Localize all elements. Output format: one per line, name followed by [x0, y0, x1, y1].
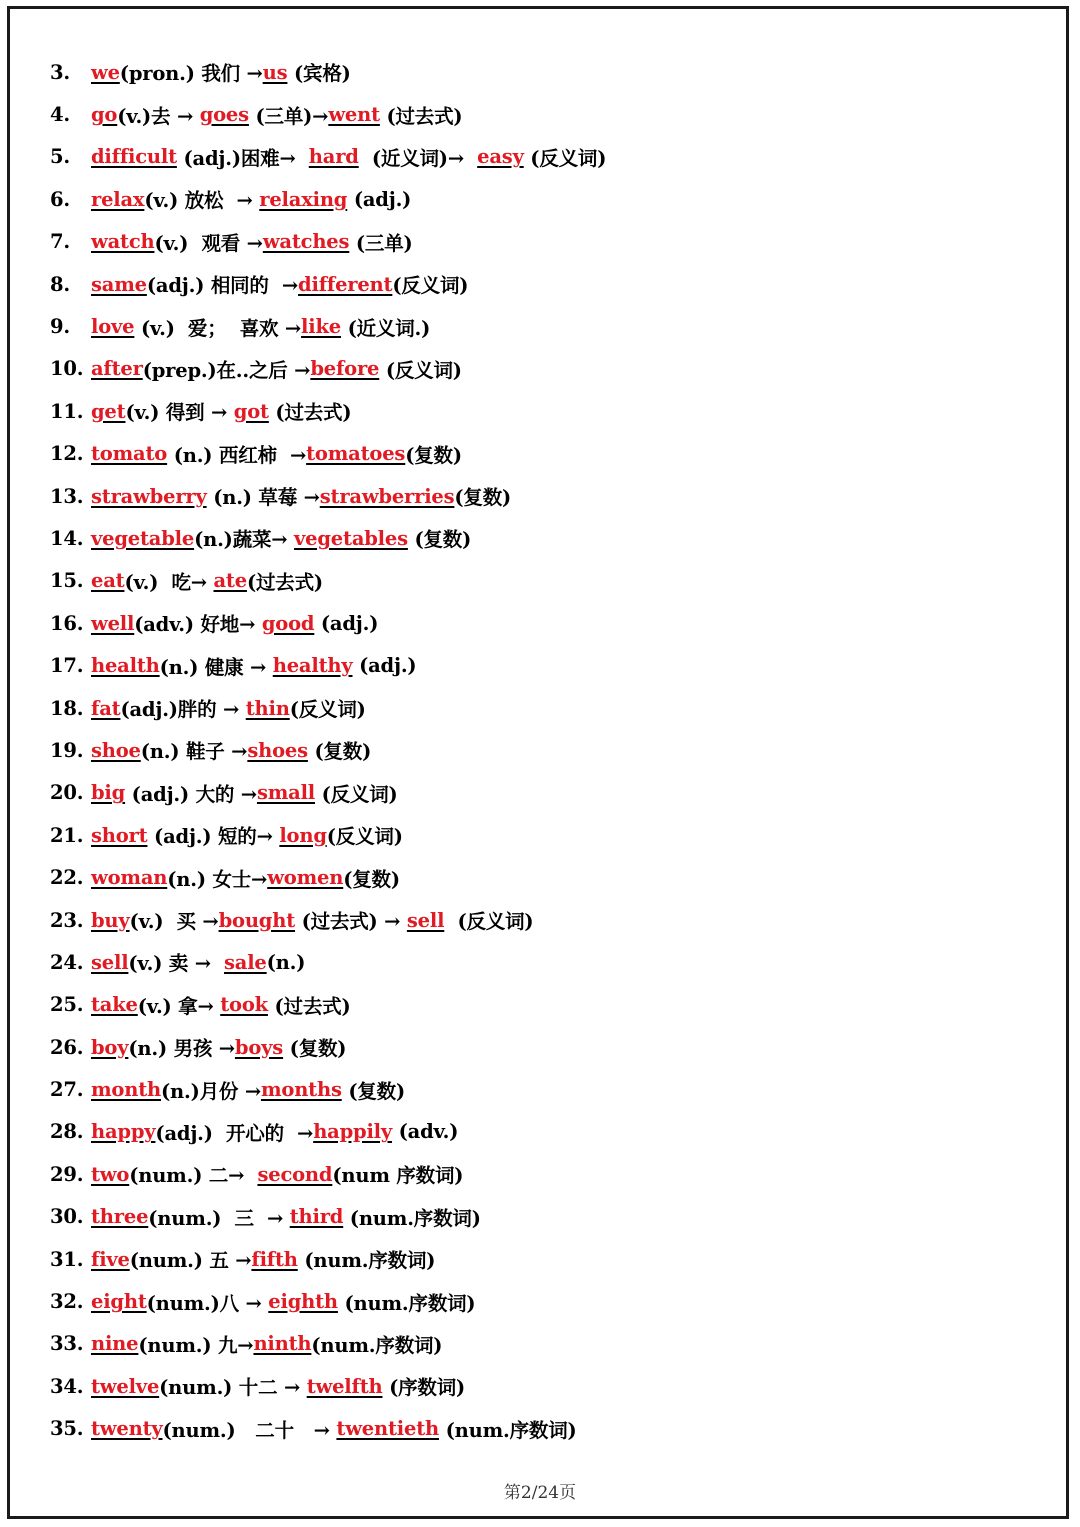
entry-number: 5.: [50, 145, 70, 169]
keyword-word: eat: [91, 569, 125, 593]
word-annotation: (过去式) →: [295, 910, 407, 933]
word-annotation: (n.) 健康 →: [159, 655, 273, 679]
keyword-word: love: [91, 315, 135, 339]
word-annotation: (num.序数词): [337, 1291, 476, 1315]
keyword-word: hard: [308, 145, 359, 169]
word-annotation: (adv.) 好地→: [134, 613, 262, 637]
vocab-entry: [50, 221, 1040, 263]
keyword-word: like: [301, 315, 341, 339]
word-annotation: (adj.) 相同的 →: [146, 274, 299, 298]
keyword-word: three: [91, 1205, 149, 1229]
keyword-word: boy: [91, 1035, 129, 1059]
keyword-word: relaxing: [259, 187, 348, 211]
entry-number: 19.: [50, 738, 84, 762]
word-annotation: (v.) 观看 →: [154, 231, 263, 255]
vocab-entry: [50, 1280, 1040, 1322]
word-annotation: (n.): [266, 950, 306, 974]
entry-number: 4.: [50, 103, 70, 127]
vocab-entry: [50, 1365, 1040, 1407]
keyword-word: five: [91, 1247, 130, 1271]
word-annotation: (n.) 女士→: [167, 867, 268, 891]
word-annotation: (过去式): [268, 401, 352, 425]
keyword-word: healthy: [272, 654, 353, 678]
keyword-word: vegetable: [91, 526, 195, 550]
word-annotation: (反义词): [523, 146, 607, 170]
keyword-word: short: [91, 823, 148, 847]
vocab-entry: [50, 1111, 1040, 1153]
keyword-word: get: [91, 399, 126, 423]
word-annotation: (复数): [454, 486, 512, 510]
word-annotation: (num.)八 →: [146, 1291, 269, 1315]
keyword-word: health: [91, 654, 160, 678]
word-annotation: (v.) 拿→: [137, 994, 221, 1018]
keyword-word: different: [298, 272, 393, 296]
word-annotation: (adj.): [352, 654, 417, 678]
entry-number: 12.: [50, 442, 84, 466]
vocab-entry: [50, 1408, 1040, 1450]
keyword-word: took: [220, 993, 268, 1017]
keyword-word: watches: [262, 230, 350, 254]
keyword-word: good: [261, 611, 315, 635]
vocab-entry: [50, 178, 1040, 220]
word-annotation: (近义词.): [340, 316, 431, 340]
keyword-word: month: [91, 1078, 162, 1102]
vocab-entry: [50, 729, 1040, 771]
word-annotation: (adj.): [347, 187, 412, 211]
keyword-word: twelfth: [306, 1374, 383, 1398]
vocabulary-list: [50, 51, 1040, 1450]
keyword-word: difficult: [91, 145, 177, 169]
word-annotation: (prep.)在..之后 →: [142, 358, 311, 382]
keyword-word: go: [91, 103, 118, 127]
word-annotation: (num.) 九→: [138, 1333, 254, 1357]
word-annotation: (反义词): [289, 698, 366, 722]
keyword-word: twelve: [91, 1374, 160, 1398]
entry-number: 17.: [50, 654, 84, 678]
keyword-word: shoes: [247, 738, 308, 762]
word-annotation: (num.) 五 →: [129, 1249, 252, 1273]
word-annotation: (复数): [307, 740, 372, 764]
entry-number: 28.: [50, 1120, 84, 1144]
keyword-word: shoe: [91, 738, 141, 762]
word-annotation: (num 序数词): [332, 1164, 464, 1188]
word-annotation: (过去式): [246, 570, 323, 594]
vocab-entry: [50, 1238, 1040, 1280]
keyword-word: big: [91, 781, 126, 805]
keyword-word: second: [257, 1162, 333, 1186]
word-annotation: (反义词): [379, 358, 462, 382]
keyword-word: tomatoes: [306, 442, 406, 466]
word-annotation: (adj.) 开心的 →: [155, 1121, 314, 1145]
keyword-word: happily: [313, 1120, 393, 1144]
word-annotation: (三单)→: [248, 104, 329, 128]
vocab-entry: [50, 51, 1040, 93]
keyword-word: take: [91, 993, 138, 1017]
vocab-entry: [50, 941, 1040, 983]
entry-number: 13.: [50, 484, 84, 508]
entry-number: 14.: [50, 526, 84, 550]
entry-number: 9.: [50, 315, 70, 339]
word-annotation: (复数): [283, 1037, 347, 1061]
vocab-entry: [50, 644, 1040, 686]
word-annotation: (v.) 买 →: [129, 910, 219, 933]
vocab-entry: [50, 687, 1040, 729]
word-annotation: (num.序数词): [343, 1206, 481, 1230]
keyword-word: ate: [213, 569, 247, 593]
vocab-entry: [50, 814, 1040, 856]
word-annotation: (num.序数词): [297, 1249, 436, 1273]
keyword-word: boys: [234, 1035, 284, 1059]
word-annotation: (n.) 鞋子 →: [140, 740, 248, 764]
word-annotation: (n.)蔬菜→: [194, 528, 295, 552]
word-annotation: (num.序数词): [439, 1418, 577, 1442]
vocab-entry: [50, 136, 1040, 178]
word-annotation: (num.序数词): [311, 1333, 443, 1357]
word-annotation: (n.) 草莓 →: [206, 486, 320, 510]
keyword-word: woman: [91, 866, 168, 890]
entry-number: 11.: [50, 399, 84, 423]
vocab-entry: [50, 390, 1040, 432]
keyword-word: sale: [224, 950, 267, 974]
keyword-word: vegetables: [294, 526, 408, 550]
vocab-entry: [50, 305, 1040, 347]
keyword-word: small: [256, 781, 316, 805]
word-annotation: (v.) 吃→: [124, 570, 214, 594]
word-annotation: (反义词): [392, 274, 469, 298]
entry-number: 29.: [50, 1162, 84, 1186]
word-annotation: (num.) 十二 →: [159, 1376, 307, 1400]
word-annotation: (pron.) 我们 →: [119, 62, 263, 86]
word-annotation: (复数): [407, 528, 472, 552]
word-annotation: (v.) 卖 →: [128, 952, 225, 976]
word-annotation: (adj.)胖的 →: [120, 698, 246, 722]
entry-number: 34.: [50, 1374, 84, 1398]
entry-number: 26.: [50, 1035, 84, 1059]
entry-number: 25.: [50, 993, 84, 1017]
keyword-word: strawberry: [91, 484, 207, 508]
keyword-word: went: [328, 103, 380, 127]
entry-number: 24.: [50, 950, 84, 974]
keyword-word: nine: [91, 1332, 139, 1356]
entry-number: 15.: [50, 569, 84, 593]
word-annotation: (v.) 得到 →: [125, 401, 234, 425]
keyword-word: we: [91, 60, 120, 84]
keyword-word: sell: [91, 950, 129, 974]
entry-number: 16.: [50, 611, 84, 635]
keyword-word: before: [310, 357, 380, 381]
keyword-word: fifth: [251, 1247, 298, 1271]
vocab-entry: [50, 772, 1040, 814]
word-annotation: (adj.) 大的 →: [125, 782, 257, 806]
entry-number: 27.: [50, 1078, 84, 1102]
word-annotation: (num.) 三 →: [148, 1206, 290, 1230]
keyword-word: tomato: [91, 442, 168, 466]
keyword-word: third: [289, 1205, 344, 1229]
vocab-entry: [50, 602, 1040, 644]
word-annotation: (宾格): [287, 62, 351, 86]
keyword-word: eighth: [268, 1290, 338, 1314]
page-number: 第2/24页: [503, 1483, 577, 1503]
keyword-word: ninth: [253, 1332, 312, 1356]
word-annotation: (复数): [343, 867, 400, 891]
vocab-entry: [50, 348, 1040, 390]
word-annotation: (反义词): [326, 825, 403, 849]
word-annotation: (v.) 爱； 喜欢 →: [134, 316, 302, 340]
entry-number: 31.: [50, 1247, 84, 1271]
keyword-word: months: [260, 1078, 342, 1102]
keyword-word: us: [262, 60, 288, 84]
vocab-entry: [50, 517, 1040, 559]
keyword-word: watch: [91, 230, 155, 254]
word-annotation: (序数词): [382, 1376, 466, 1400]
entry-number: 7.: [50, 230, 70, 254]
keyword-word: women: [267, 866, 344, 890]
keyword-word: twenty: [91, 1417, 163, 1441]
keyword-word: twentieth: [336, 1417, 439, 1441]
vocab-entry: [50, 856, 1040, 898]
keyword-word: eight: [91, 1290, 147, 1314]
vocab-entry: [50, 1196, 1040, 1238]
word-annotation: (过去式): [267, 994, 351, 1018]
vocab-entry: [50, 984, 1040, 1026]
word-annotation: (过去式): [379, 104, 463, 128]
vocab-entry: [50, 93, 1040, 135]
word-annotation: (adj.)困难→: [176, 146, 309, 170]
keyword-word: long: [279, 823, 327, 847]
entry-number: 3.: [50, 60, 70, 84]
entry-number: 23.: [50, 908, 84, 932]
entry-number: 18.: [50, 696, 84, 720]
word-annotation: (num.) 二十 →: [162, 1418, 337, 1442]
word-annotation: (复数): [405, 443, 462, 467]
entry-number: 22.: [50, 866, 84, 890]
keyword-word: two: [91, 1162, 130, 1186]
word-annotation: (近义词)→: [358, 146, 478, 170]
word-annotation: (v.) 放松 →: [144, 189, 260, 213]
vocab-entry: [50, 1153, 1040, 1195]
vocab-entry: [50, 475, 1040, 517]
keyword-word: happy: [91, 1120, 156, 1144]
word-annotation: (v.)去 →: [117, 104, 200, 128]
keyword-word: thin: [245, 696, 290, 720]
word-annotation: (num.) 二→: [129, 1164, 258, 1188]
entry-number: 6.: [50, 187, 70, 211]
word-annotation: (n.) 男孩 →: [128, 1037, 235, 1061]
vocab-entry: [50, 1323, 1040, 1365]
word-annotation: (三单): [349, 231, 413, 255]
word-annotation: (反义词): [444, 910, 534, 933]
vocab-entry: [50, 263, 1040, 305]
word-annotation: (n.)月份 →: [161, 1079, 261, 1103]
entry-number: 20.: [50, 781, 84, 805]
keyword-word: buy: [91, 908, 130, 932]
entry-number: 32.: [50, 1290, 84, 1314]
keyword-word: strawberries: [319, 484, 455, 508]
keyword-word: relax: [91, 187, 145, 211]
entry-number: 10.: [50, 357, 84, 381]
keyword-word: bought: [218, 908, 296, 932]
word-annotation: (n.) 西红柿 →: [167, 443, 307, 467]
vocab-entry: [50, 1068, 1040, 1110]
word-annotation: (adj.): [314, 611, 379, 635]
keyword-word: got: [233, 399, 269, 423]
vocab-entry: [50, 1026, 1040, 1068]
keyword-word: sell: [406, 908, 445, 932]
entry-number: 21.: [50, 823, 84, 847]
entry-number: 35.: [50, 1417, 84, 1441]
vocab-entry: [50, 433, 1040, 475]
keyword-word: well: [91, 611, 135, 635]
word-annotation: (adv.): [392, 1120, 459, 1144]
entry-number: 33.: [50, 1332, 84, 1356]
keyword-word: after: [91, 357, 143, 381]
word-annotation: (adj.) 短的→: [147, 825, 280, 849]
entry-number: 30.: [50, 1205, 84, 1229]
keyword-word: easy: [477, 145, 524, 169]
word-annotation: (反义词): [315, 782, 398, 806]
vocab-entry: [50, 899, 1040, 941]
entry-number: 8.: [50, 272, 70, 296]
keyword-word: fat: [91, 696, 121, 720]
vocab-entry: [50, 560, 1040, 602]
keyword-word: same: [91, 272, 147, 296]
keyword-word: goes: [199, 103, 249, 127]
word-annotation: (复数): [341, 1079, 405, 1103]
